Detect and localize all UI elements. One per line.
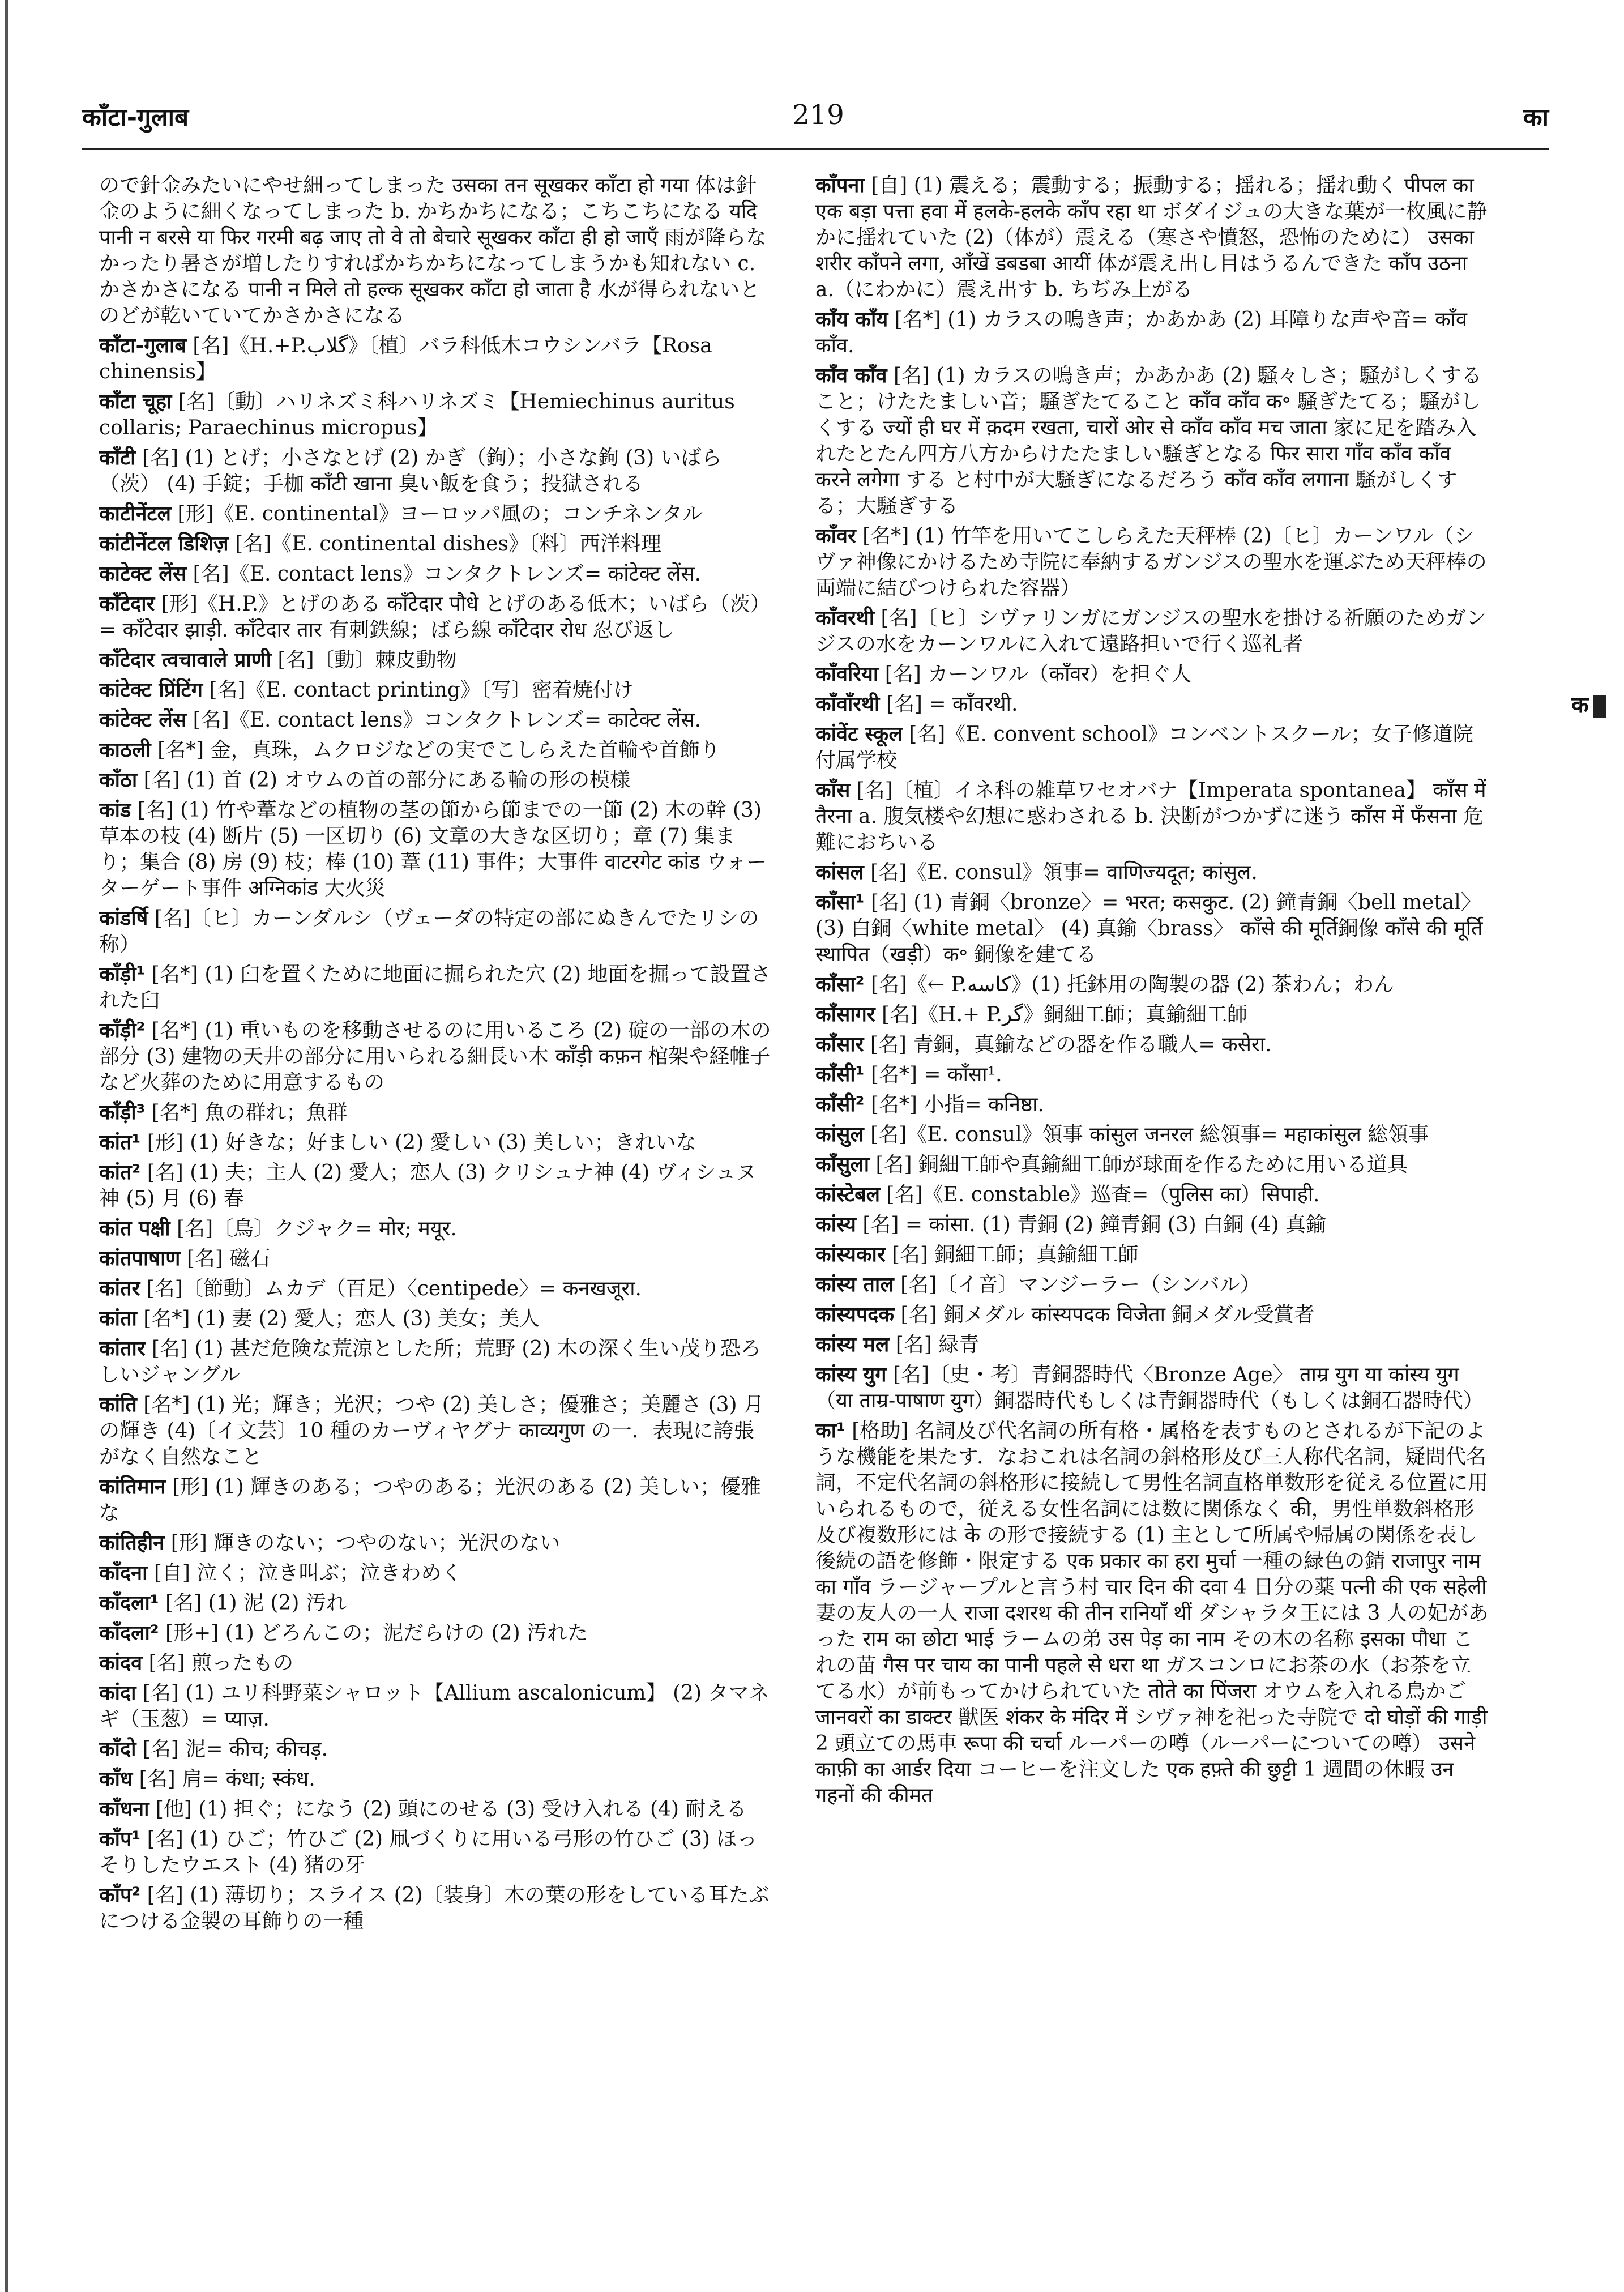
- dictionary-entry: [99, 1560, 773, 1586]
- entry-definition: [名] 銅細工師や真鍮細工師が球面を作るために用いる道具: [875, 1153, 1408, 1176]
- right-column: [815, 173, 1489, 1813]
- entry-headword: कांतार: [99, 1337, 146, 1360]
- entry-definition: [名] 磁石: [186, 1247, 271, 1270]
- entry-headword: काँड़ी¹: [99, 963, 146, 986]
- entry-definition: [名] (1) 夫；主人 (2) 愛人；恋人 (3) クリシュナ神 (4) ヴィシュヌ神 (5) 月 (6) 春: [99, 1161, 757, 1210]
- dictionary-entry: [99, 1100, 773, 1126]
- dictionary-entry: [815, 972, 1489, 998]
- entry-definition: [形] 輝きのない；つやのない；光沢のない: [170, 1531, 561, 1555]
- entry-headword: कांटीनेंटल डिशिज़: [99, 532, 229, 556]
- dictionary-entry: [815, 890, 1489, 968]
- entry-headword: काँड़ी²: [99, 1019, 146, 1042]
- entry-definition: [名*] = काँसा¹.: [870, 1063, 1002, 1086]
- entry-headword: काँसुला: [815, 1153, 870, 1176]
- entry-headword: कांसुल: [815, 1123, 864, 1146]
- entry-headword: काँदो: [99, 1738, 136, 1761]
- entry-definition: [名] 煎ったもの: [148, 1651, 294, 1675]
- dictionary-entry: [815, 307, 1489, 359]
- dictionary-entry: [99, 1392, 773, 1470]
- entry-definition: [名]〔動〕棘皮動物: [277, 648, 457, 672]
- entry-definition: [名*] (1) 臼を置くために地面に掘られた穴 (2) 地面を掘って設置された臼: [99, 963, 771, 1012]
- dictionary-entry: [815, 1302, 1489, 1328]
- dictionary-entry: [815, 1418, 1489, 1809]
- entry-headword: कांतपाषाण: [99, 1247, 181, 1270]
- entry-definition: [名] 緑青: [895, 1333, 980, 1356]
- dictionary-entry: [99, 707, 773, 733]
- entry-headword: काँटा चूहा: [99, 390, 172, 413]
- entry-headword: कांदा: [99, 1681, 136, 1705]
- entry-headword: काँसी²: [815, 1093, 865, 1116]
- dictionary-entry: [99, 1680, 773, 1732]
- dictionary-entry: [99, 1130, 773, 1156]
- dictionary-entry: [99, 501, 773, 527]
- entry-headword: काँठा: [99, 769, 138, 792]
- dictionary-entry: [99, 1276, 773, 1302]
- entry-headword: कांति: [99, 1393, 137, 1416]
- entry-headword: काँवरथी: [815, 607, 875, 630]
- entry-definition: [名]《← P.كاسه》(1) 托鉢用の陶製の器 (2) 茶わん；わん: [870, 973, 1394, 996]
- dictionary-entry: [815, 173, 1489, 303]
- running-head-right: का: [1523, 103, 1549, 132]
- dictionary-entry: [815, 1242, 1489, 1268]
- dictionary-entry: [815, 860, 1489, 886]
- entry-headword: काटीनेंटल: [99, 502, 171, 526]
- dictionary-entry: [99, 1766, 773, 1792]
- entry-headword: काँपना: [815, 174, 865, 197]
- entry-headword: कांड: [99, 799, 131, 822]
- entry-definition: [名] カーンワル（काँवर）を担ぐ人: [884, 663, 1192, 686]
- page-header: [82, 99, 1549, 144]
- entry-headword: काँधना: [99, 1798, 149, 1821]
- entry-definition: [形]《E. continental》ヨーロッパ風の；コンチネンタル: [177, 502, 703, 526]
- entry-headword: कांदव: [99, 1651, 143, 1675]
- entry-definition: [名]《H.+P.گلاب》〔植〕バラ科低木コウシンバラ【Rosa chinensis】: [99, 334, 712, 383]
- entry-headword: कांस्य: [815, 1213, 856, 1236]
- dictionary-entry: [99, 677, 773, 703]
- entry-definition: [名*] (1) 光；輝き；光沢；つや (2) 美しさ；優雅さ；美麗さ (3) 月の輝き (4)〔イ文芸〕10 種のカーヴィヤグナ काव्यगुण の一．表現に誇張がなく自然なこと: [99, 1393, 764, 1469]
- entry-definition: [名] (1) ひご；竹ひご (2) 凧づくりに用いる弓形の竹ひご (3) ほっそりしたウエスト (4) 猪の牙: [99, 1828, 758, 1877]
- entry-headword: काँव काँव: [815, 364, 887, 387]
- entry-headword: काँदला¹: [99, 1591, 159, 1615]
- entry-definition: [格助] 名詞及び代名詞の所有格・属格を表すものとされるが下記のような機能を果たす．なおこれは名詞の斜格形及び三人称代名詞，疑問代名詞，不定代名詞の斜格形に接続して男性名詞直格単数形を従える位置に用いられるもので，従える女性名詞には数に関係なく की，男性単数斜格形及び複数形には के の形で接続する (1) 主として所属や帰属の関係を表し後続の語を修飾・限定する एक प्रकार का हरा मुर्चा 一種の緑色の錆 राजापुर नाम का गाँव ラージャープルと言う村 चार दिन की दवा 4 日分の薬 पत्नी की एक सहेली 妻の友人の一人 राजा दशरथ की तीन रानियाँ थीं ダシャラタ王には 3 人の妃があった राम का छोटा भाई ラームの弟 उस पेड़ का नाम その木の名称 इसका पौधा これの苗 गैस पर चाय का पानी पहले से धरा था ガスコンロにお茶の水（お茶を立てる水）が前もってかけられていた तोते का पिंजरा オウムを入れる鳥かご जानवरों का डाक्टर 獣医 शंकर के मंदिर में シヴァ神を祀った寺院で दो घोड़ों की गाड़ी 2 頭立ての馬車 रूपा की चर्चा ルーパーの噂（ルーパーについての噂） उसने काफ़ी का आर्डर दिया コーヒーを注文した एक हफ़्ते की छुट्टी 1 週間の休暇 उन गहनों की कीमत: [815, 1419, 1489, 1807]
- entry-headword: काँप¹: [99, 1828, 141, 1851]
- dictionary-entry: [815, 1212, 1489, 1238]
- entry-definition: [名]〔鳥〕クジャク= मोर; मयूर.: [177, 1217, 457, 1240]
- entry-definition: [名] = कांसा. (1) 青銅 (2) 鐘青銅 (3) 白銅 (4) 真鍮: [862, 1213, 1327, 1236]
- entry-headword: कांत²: [99, 1161, 141, 1184]
- entry-headword: काँसी¹: [815, 1063, 865, 1086]
- entry-definition: [自] 泣く；泣き叫ぶ；泣きわめく: [153, 1561, 462, 1585]
- dictionary-entry: [99, 737, 773, 763]
- entry-headword: काँवरिया: [815, 663, 879, 686]
- entry-headword: काँसार: [815, 1033, 864, 1056]
- dictionary-entry: [815, 1032, 1489, 1058]
- entry-headword: काँटा-गुलाब: [99, 334, 186, 357]
- dictionary-entry: [99, 797, 773, 902]
- entry-headword: कांटेक्ट प्रिंटिंग: [99, 678, 203, 702]
- entry-definition: [名*] (1) カラスの鳴き声；かあかあ (2) 耳障りな声や音= काँव काँव.: [815, 308, 1468, 357]
- entry-headword: कांवेंट स्कूल: [815, 723, 903, 746]
- dictionary-entry: [815, 1002, 1489, 1028]
- dictionary-entry: [99, 389, 773, 441]
- entry-definition: [名] 銅細工師；真鍮細工師: [892, 1243, 1139, 1266]
- entry-definition: [名] = काँवरथी.: [886, 693, 1018, 716]
- dictionary-entry: [99, 1306, 773, 1332]
- entry-headword: कांत¹: [99, 1131, 141, 1154]
- dictionary-entry: [815, 363, 1489, 519]
- entry-definition: [名]《E. contact lens》コンタクトレンズ= काटेक्ट लेंस.: [193, 708, 702, 732]
- entry-definition: [名] (1) 青銅〈bronze〉= भरत; कसकुट. (2) 鐘青銅〈bell metal〉 (3) 白銅〈white metal〉 (4) 真鍮〈brass〉 काँसे की मूर्ति銅像 काँसे की मूर्ति स्थापित（खड़ी）क॰ 銅像を建てる: [815, 891, 1483, 966]
- dictionary-entry: [99, 1018, 773, 1096]
- dictionary-entry: [99, 1620, 773, 1646]
- dictionary-entry: [99, 333, 773, 385]
- entry-definition: [形]《H.P.》とげのある काँटेदार पौधे とげのある低木；いばら（茨）= काँटेदार झाड़ी. काँटेदार तार 有刺鉄線；ばら線 काँटेदार रोध 忍び返し: [99, 592, 771, 642]
- entry-definition: [名]〔ヒ〕カーンダルシ（ヴェーダの特定の部にぬきんでたリシの称）: [99, 907, 759, 956]
- dictionary-entry: [99, 1796, 773, 1822]
- dictionary-entry: [815, 1062, 1489, 1088]
- entry-definition: [名]《E. continental dishes》〔料〕西洋料理: [235, 532, 661, 556]
- dictionary-entry: [99, 1883, 773, 1935]
- dictionary-entry: [99, 1590, 773, 1616]
- entry-definition: [名]〔イ音〕マンジーラー（シンバル）: [900, 1273, 1260, 1296]
- entry-headword: काँय काँय: [815, 308, 888, 331]
- dictionary-entry: [99, 1336, 773, 1388]
- entry-headword: कांस्यकार: [815, 1243, 886, 1266]
- dictionary-entry: [815, 661, 1489, 688]
- entry-definition: [名] (1) 薄切り；スライス (2)〔装身〕木の葉の形をしている耳たぶにつける金製の耳飾りの一種: [99, 1884, 770, 1933]
- entry-headword: काँवर: [815, 524, 856, 548]
- dictionary-entry: [815, 692, 1489, 718]
- entry-definition: [名]〔植〕イネ科の雑草ワセオバナ【Imperata spontanea】 काँस में तैरना a. 腹気楼や幻想に惑わされる b. 決断がつかずに迷う काँस में फँसना 危難におちいる: [815, 779, 1486, 854]
- entry-definition: [名] (1) 竹や葦などの植物の茎の節から節までの一節 (2) 木の幹 (3) 草本の枝 (4) 断片 (5) 一区切り (6) 文章の大きな区切り；章 (7) 集まり；集合 (8) 房 (9) 枝；棒 (10) 葦 (11) 事件；大事件 वाटरगेट कांड ウォーターゲート事件 अग्निकांड 大火災: [99, 799, 767, 900]
- entry-headword: काँटेदार: [99, 592, 155, 616]
- entry-headword: कांसल: [815, 861, 864, 884]
- dictionary-entry: [99, 591, 773, 643]
- entry-headword: काँप²: [99, 1884, 141, 1907]
- dictionary-entry: [99, 1474, 773, 1526]
- entry-headword: काँदला²: [99, 1621, 159, 1645]
- entry-definition: [名]《H.+ P.گر》銅細工師；真鍮細工師: [882, 1003, 1248, 1026]
- entry-headword: काँसा¹: [815, 891, 865, 914]
- entry-headword: काँदना: [99, 1561, 148, 1585]
- dictionary-entry: [99, 1160, 773, 1212]
- entry-definition: [他] (1) 担ぐ；になう (2) 頭にのせる (3) 受け入れる (4) 耐える: [155, 1798, 747, 1821]
- entry-definition: [名*] 金，真珠，ムクロジなどの実でこしらえた首輪や首飾り: [157, 739, 720, 762]
- entry-definition: [名]〔動〕ハリネズミ科ハリネズミ【Hemiechinus auritus collaris; Paraechinus micropus】: [99, 390, 735, 439]
- entry-definition: [名] (1) ユリ科野菜シャロット【Allium ascalonicum】 (2) タマネギ（玉葱）= प्याज़.: [99, 1681, 770, 1731]
- thumb-index: [1571, 688, 1606, 719]
- dictionary-entry: [815, 1152, 1489, 1178]
- scan-edge: [5, 0, 8, 2292]
- entry-definition: [名]〔史・考〕青銅器時代〈Bronze Age〉 ताम्र युग या कांस्य युग（या ताम्र-पाषाण युग）銅器時代もしくは青銅器時代（もしくは銅石器時代）: [815, 1363, 1484, 1412]
- entry-headword: काँवाँरथी: [815, 693, 880, 716]
- entry-headword: कांस्यपदक: [815, 1303, 895, 1326]
- entry-definition: [形+] (1) どろんこの；泥だらけの (2) 汚れた: [165, 1621, 588, 1645]
- dictionary-entry: [99, 173, 773, 329]
- entry-definition: [形] (1) 輝きのある；つやのある；光沢のある (2) 美しい；優雅な: [99, 1475, 761, 1525]
- dictionary-entry: [99, 445, 773, 497]
- entry-headword: कांटेक्ट लेंस: [99, 708, 187, 732]
- entry-headword: का¹: [815, 1419, 845, 1442]
- dictionary-entry: [99, 767, 773, 793]
- entry-definition: [名]《E. convent school》コンベントスクール；女子修道院付属学校: [815, 723, 1473, 772]
- dictionary-entry: [815, 778, 1489, 856]
- entry-definition: [名*] 魚の群れ；魚群: [151, 1101, 348, 1124]
- entry-definition: [名*] (1) 妻 (2) 愛人；恋人 (3) 美女；美人: [143, 1307, 540, 1330]
- dictionary-entry: [815, 1362, 1489, 1414]
- entry-definition: [名] 銅メダル कांस्यपदक विजेता 銅メダル受賞者: [900, 1303, 1315, 1326]
- entry-definition: [名] (1) カラスの鳴き声；かあかあ (2) 騒々しさ；騒がしくすること；けたたましい音；騒ぎたてること काँव काँव क॰ 騒ぎたてる；騒がしくする ज्यों ही घर में क़दम रखता, चारों ओर से काँव काँव मच जाता 家に足を踏み入れたとたん四方八方からけたたましい騒ぎとなる फिर सारा गाँव काँव काँव करने लगेगा する と村中が大騒ぎになるだろう काँव काँव लगाना 騒がしくする；大騒ぎする: [815, 364, 1482, 518]
- header-rule: [82, 148, 1549, 150]
- dictionary-entry: [815, 605, 1489, 658]
- entry-definition: [名*] (1) 竹竿を用いてこしらえた天秤棒 (2)〔ヒ〕カーンワル（シヴァ神像にかけるため寺院に奉納するガンジスの聖水を運ぶため天秤棒の両端に結びつけられた容器）: [815, 524, 1487, 600]
- entry-headword: कांस्य मल: [815, 1333, 890, 1356]
- entry-headword: काँध: [99, 1768, 133, 1791]
- dictionary-entry: [99, 906, 773, 958]
- entry-headword: काठली: [99, 739, 151, 762]
- entry-definition: [自] (1) 震える；震動する；振動する；揺れる；揺れ動く पीपल का एक बड़ा पत्ता हवा में हलके-हलके काँप रहा था ボダイジュの大きな葉が一枚風に静かに揺れていた (2)（体が）震える（寒さや憤怒，恐怖のために） उसका शरीर काँपने लगा, आँखें डबडबा आयीं 体が震え出し目はうるんできた काँप उठना a.（にわかに）震え出す b. ちぢみ上がる: [815, 174, 1488, 301]
- entry-definition: [名]《E. consul》領事 कांसुल जनरल 総領事= महाकांसुल 総領事: [870, 1123, 1429, 1146]
- dictionary-entry: [99, 962, 773, 1014]
- dictionary-entry: [99, 1216, 773, 1242]
- entry-headword: काँस: [815, 779, 851, 802]
- entry-definition: [名]《E. consul》領事= वाणिज्यदूत; कांसुल.: [870, 861, 1258, 884]
- dictionary-entry: [99, 647, 773, 673]
- entry-headword: कांतर: [99, 1277, 140, 1300]
- entry-headword: कांस्य युग: [815, 1363, 887, 1386]
- entry-definition: [名]《E. constable》巡査=（पुलिस का）सिपाही.: [886, 1183, 1320, 1206]
- entry-headword: काँड़ी³: [99, 1101, 146, 1124]
- dictionary-entry: [815, 1182, 1489, 1208]
- page-number: 219: [792, 99, 844, 131]
- entry-headword: कांता: [99, 1307, 137, 1330]
- entry-definition: [名] (1) とげ；小さなとげ (2) かぎ（鉤）；小さな鉤 (3) いばら（茨） (4) 手錠；手枷 काँटी खाना 臭い飯を食う；投獄される: [99, 446, 722, 496]
- dictionary-entry: [99, 561, 773, 587]
- entry-definition: [名*] 小指= कनिष्ठा.: [870, 1093, 1044, 1116]
- entry-headword: कांतिहीन: [99, 1531, 165, 1555]
- entry-headword: काटेक्ट लेंस: [99, 562, 187, 586]
- entry-definition: [名] 肩= कंधा; स्कंध.: [139, 1768, 315, 1791]
- entry-definition: ので針金みたいにやせ細ってしまった उसका तन सूखकर काँटा हो गया 体は針金のように細くなってしまった b. かちかちになる；こちこちになる यदि पानी न बरसे या फिर गरमी बढ़ जाए तो वे तो बेचारे सूखकर काँटा ही हो जाएँ 雨が降らなかったり暑さが増したりすればかちかちになってしまうかも知れない c. かさかさになる पानी न मिले तो हल्क सूखकर काँटा हो जाता है 水が得られないとのどが乾いていてかさかさになる: [99, 174, 767, 327]
- dictionary-entry: [815, 523, 1489, 601]
- entry-definition: [名]《E. contact lens》コンタクトレンズ= कांटेक्ट लेंस.: [193, 562, 702, 586]
- dictionary-entry: [99, 1736, 773, 1762]
- dictionary-entry: [815, 1122, 1489, 1148]
- running-head-left: काँटा-गुलाब: [82, 103, 189, 132]
- dictionary-entry: [815, 1092, 1489, 1118]
- thumb-index-marker: [1593, 695, 1606, 718]
- thumb-index-letter: क: [1571, 692, 1589, 718]
- dictionary-entry: [99, 1246, 773, 1272]
- dictionary-entry: [99, 1530, 773, 1556]
- left-column: [99, 173, 773, 1939]
- entry-definition: [名*] (1) 重いものを移動させるのに用いるころ (2) 碇の一部の木の部分 (3) 建物の天井の部分に用いられる細長い木 काँड़ी कफ़न 棺架や経帷子など火葬のために用意するもの: [99, 1019, 771, 1094]
- entry-headword: कांडर्षि: [99, 907, 148, 930]
- entry-definition: [形] (1) 好きな；好ましい (2) 愛しい (3) 美しい；きれいな: [147, 1131, 696, 1154]
- entry-definition: [名] (1) 首 (2) オウムの首の部分にある輪の形の模様: [143, 769, 631, 792]
- entry-headword: काँटी: [99, 446, 136, 470]
- dictionary-entry: [99, 531, 773, 557]
- entry-headword: कांतिमान: [99, 1475, 166, 1499]
- entry-headword: काँसागर: [815, 1003, 875, 1026]
- entry-definition: [名] (1) 甚だ危険な荒涼とした所；荒野 (2) 木の深く生い茂り恐ろしいジャングル: [99, 1337, 761, 1386]
- dictionary-entry: [99, 1650, 773, 1676]
- entry-definition: [名]〔ヒ〕シヴァリンガにガンジスの聖水を掛ける祈願のためガンジスの水をカーンワルに入れて遠路担いで行く巡礼者: [815, 607, 1487, 656]
- dictionary-entry: [99, 1826, 773, 1879]
- dictionary-entry: [815, 1272, 1489, 1298]
- entry-headword: काँसा²: [815, 973, 865, 996]
- entry-definition: [名]〔節動〕ムカデ（百足）〈centipede〉= कनखजूरा.: [146, 1277, 642, 1300]
- entry-headword: काँटेदार त्वचावाले प्राणी: [99, 648, 271, 672]
- entry-headword: कांस्टेबल: [815, 1183, 881, 1206]
- entry-headword: कांस्य ताल: [815, 1273, 894, 1296]
- dictionary-entry: [815, 1332, 1489, 1358]
- entry-definition: [名] 青銅，真鍮などの器を作る職人= कसेरा.: [870, 1033, 1272, 1056]
- entry-definition: [名]《E. contact printing》〔写〕密着焼付け: [209, 678, 634, 702]
- entry-definition: [名] 泥= कीच; कीचड़.: [142, 1738, 328, 1761]
- entry-definition: [名] (1) 泥 (2) 汚れ: [165, 1591, 347, 1615]
- entry-headword: कांत पक्षी: [99, 1217, 170, 1240]
- dictionary-entry: [815, 722, 1489, 774]
